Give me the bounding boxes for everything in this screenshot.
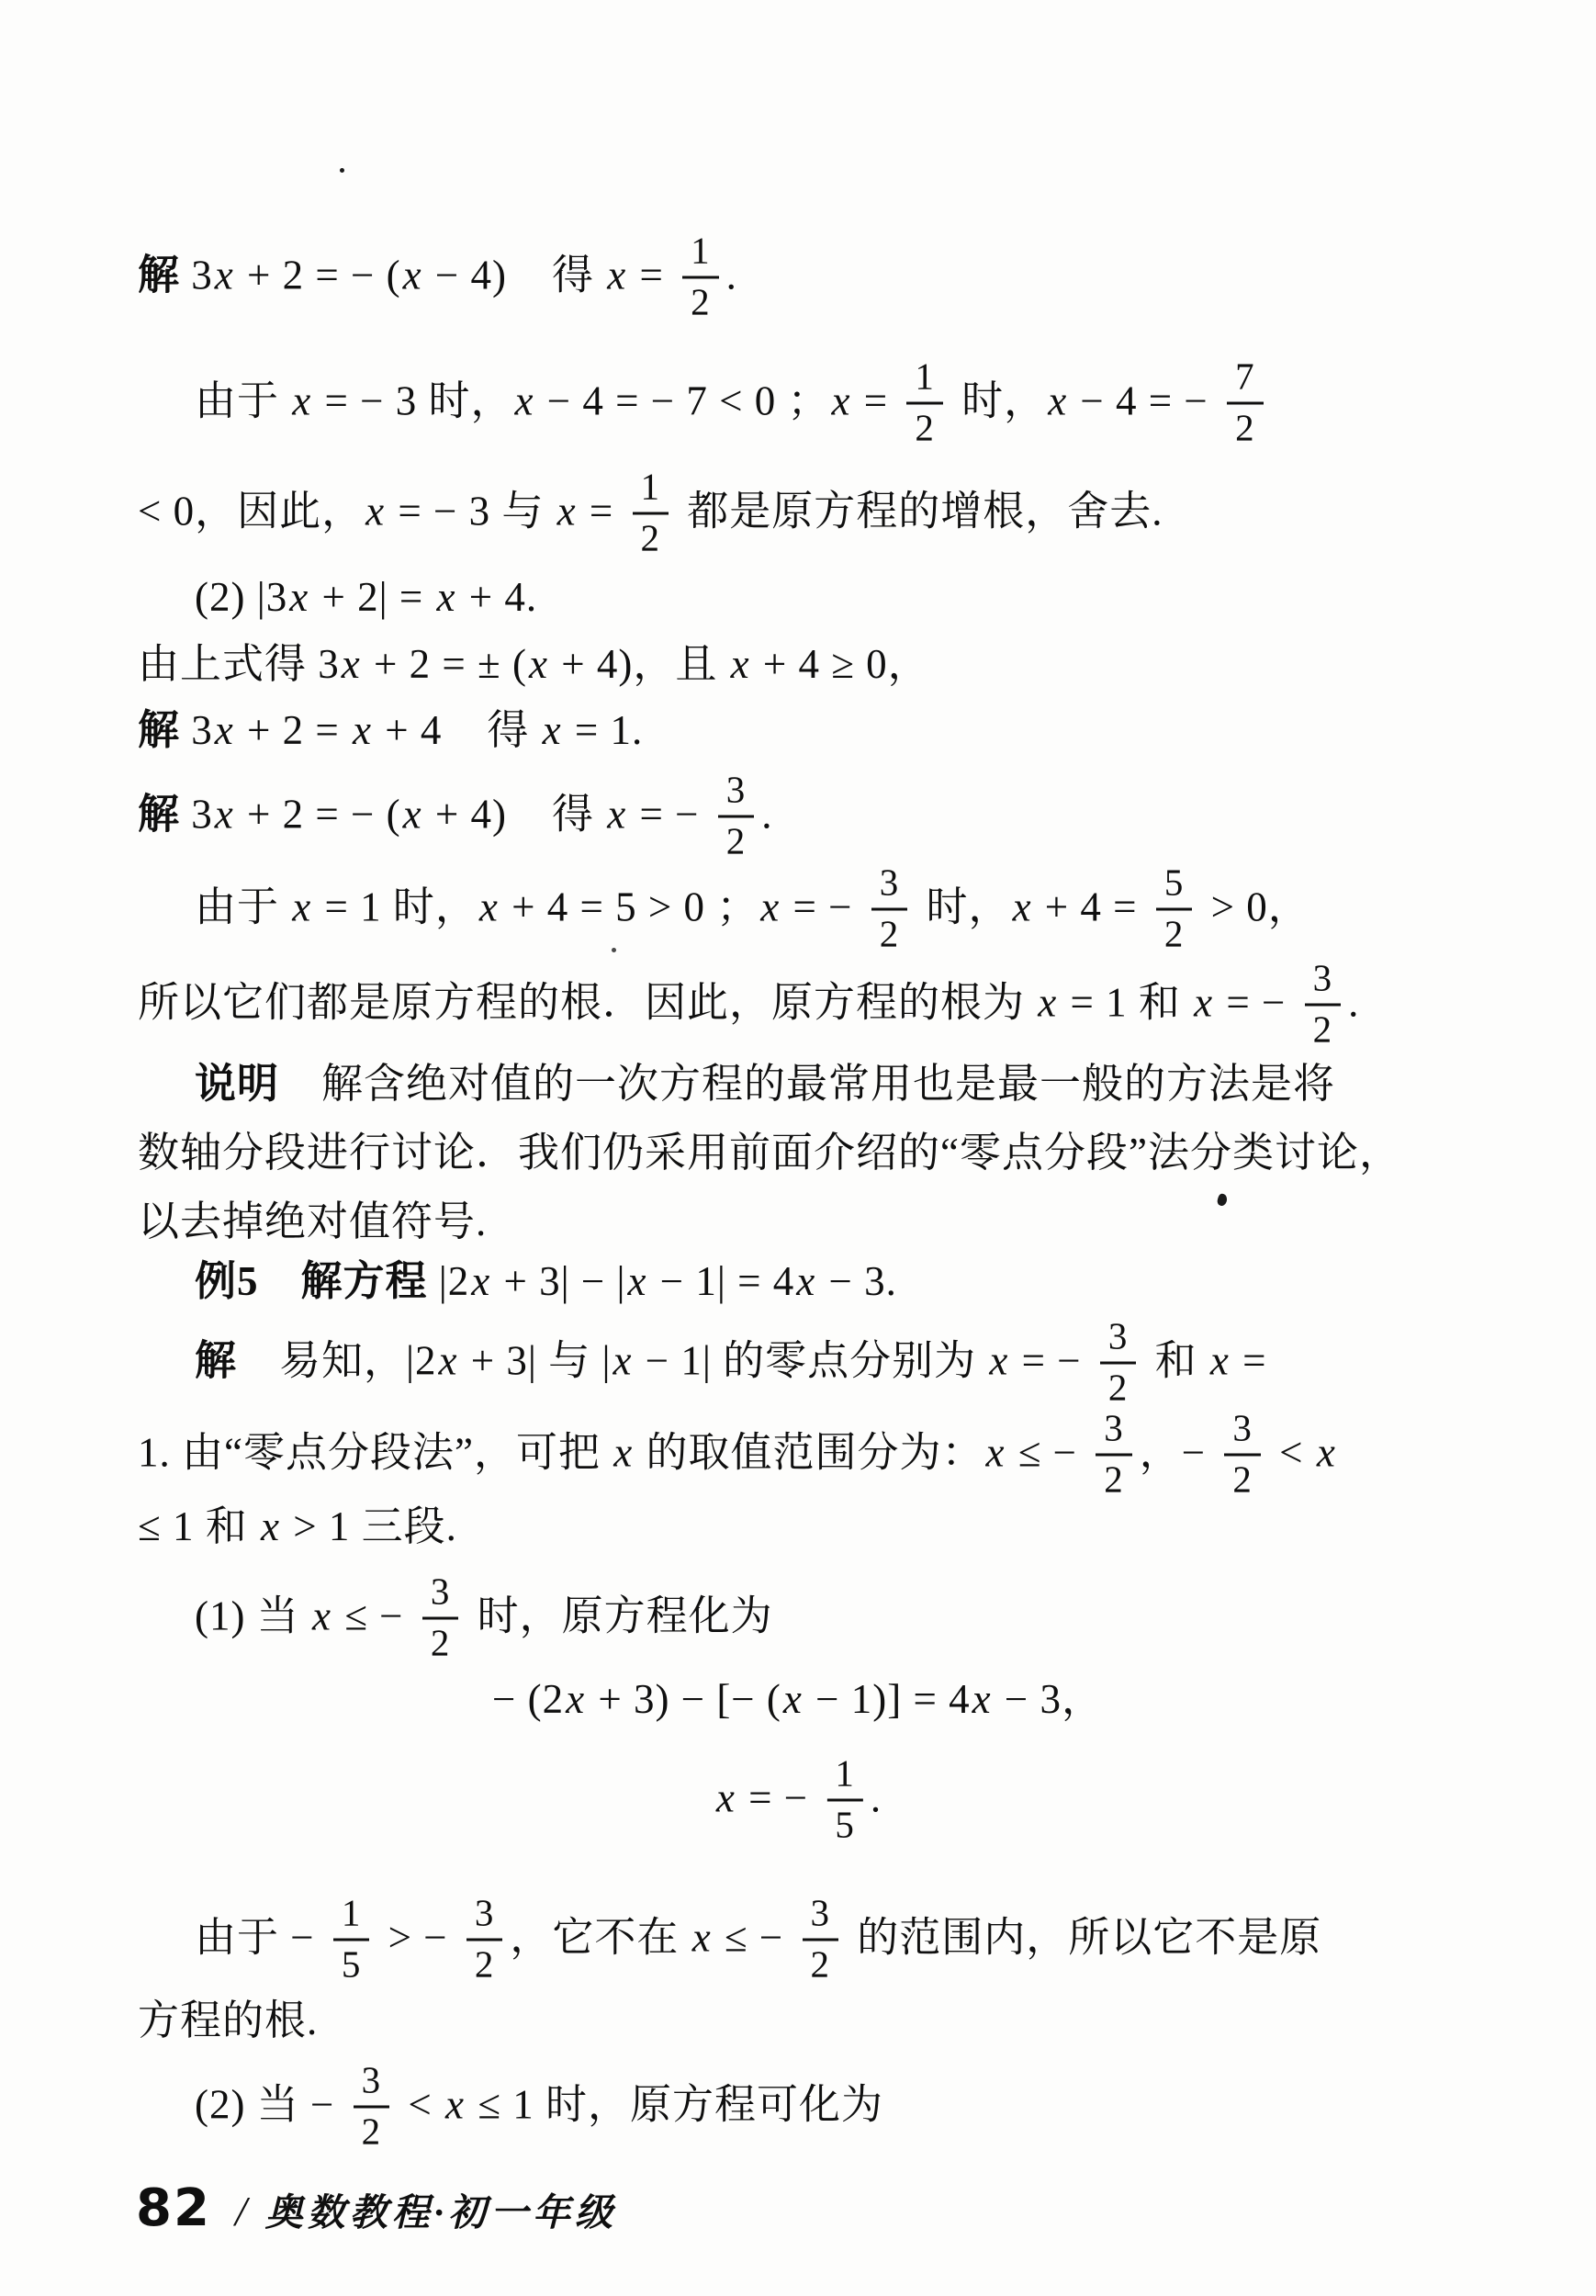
chinese-text: 与	[501, 488, 556, 535]
math-text: x =	[1209, 1337, 1267, 1384]
text-line	[138, 1501, 457, 1552]
text-line	[195, 571, 537, 623]
chinese-text: 和	[205, 1503, 259, 1549]
chinese-text: 都是原方程的增根，舍去.	[676, 488, 1163, 535]
text-line	[195, 1058, 1335, 1109]
chinese-text: 解含绝对值的一次方程的最常用也是最一般的方法是将	[279, 1060, 1336, 1107]
chinese-text: 得	[551, 252, 594, 298]
text-line	[138, 1127, 1401, 1178]
math-text: − (2x + 3) − [− (x − 1)] = 4x − 3	[491, 1675, 1062, 1722]
chinese-text: ；	[787, 377, 830, 424]
math-text: > 0	[1199, 884, 1268, 930]
text-line	[138, 231, 737, 321]
math-text: < x ≤ 1	[397, 2081, 545, 2128]
math-fraction: $\frac{1}{2}$	[682, 231, 719, 321]
math-text: x − 4 = − 7 < 0	[514, 377, 788, 424]
page-number-label: 82	[136, 2178, 211, 2238]
chinese-text: ，	[887, 640, 930, 687]
scan-speck	[612, 948, 616, 952]
math-fraction: $\frac{7}{2}$	[1227, 356, 1264, 447]
text-line	[195, 862, 1310, 953]
text-line	[138, 1196, 487, 1247]
chinese-text: 以去掉绝对值符号.	[138, 1198, 488, 1244]
math-fraction: $\frac{3}{2}$	[1096, 1408, 1132, 1499]
chinese-text: 方程的根.	[138, 1997, 319, 2043]
chinese-text: 由于	[195, 377, 291, 424]
chinese-text: 由于	[195, 884, 291, 930]
text-line	[195, 1571, 773, 1662]
chinese-text: ；	[716, 884, 759, 930]
chinese-text: 易知，	[237, 1337, 407, 1384]
math-text: x = − 3	[365, 488, 502, 535]
chinese-text: 由“零点分段法”，可把	[182, 1429, 613, 1476]
text-line	[138, 467, 1163, 557]
math-fraction: $\frac{3}{2}$	[1305, 958, 1342, 1049]
math-text: > −	[377, 1914, 459, 1961]
chinese-text: 由于	[195, 1914, 291, 1961]
chinese-text: 和	[1143, 1337, 1208, 1384]
chinese-text: ，	[1139, 1429, 1182, 1476]
text-line	[138, 638, 930, 690]
book-title-label: 奥数教程·初一年级	[264, 2191, 617, 2234]
math-text: x ≤ −	[312, 1593, 415, 1639]
math-text: x = 1.	[542, 706, 644, 753]
math-text: < 0	[138, 488, 196, 535]
chinese-text: 时，	[428, 377, 513, 424]
math-fraction: $\frac{3}{2}$	[871, 862, 908, 953]
math-text: (1)	[195, 1593, 257, 1639]
math-text: x = −	[989, 1337, 1093, 1384]
math-text: x > 1	[260, 1503, 362, 1549]
math-text: 3x + 2 = − (x − 4)	[180, 252, 552, 298]
text-line	[195, 2060, 883, 2151]
text-line	[195, 356, 1271, 447]
math-text: |2x + 3| − |x − 1| = 4x − 3.	[438, 1257, 897, 1304]
math-fraction: $\frac{3}{2}$	[422, 1571, 459, 1662]
chinese-text: 由上式得	[138, 640, 319, 687]
text-line	[195, 1316, 1266, 1407]
text-line	[138, 704, 643, 756]
text-line	[138, 770, 773, 861]
chinese-text: 时，原方程可化为	[545, 2081, 883, 2128]
chinese-text: 时，原方程化为	[466, 1593, 773, 1639]
chinese-text: ，它不在	[510, 1914, 691, 1961]
chinese-text: 得	[551, 791, 594, 838]
chinese-text: 的取值范围分为：	[646, 1429, 984, 1476]
math-text: x + 4 =	[1012, 884, 1149, 930]
math-text: x =	[831, 377, 900, 424]
text-line	[138, 958, 1359, 1049]
chinese-text: 解	[138, 791, 181, 838]
chinese-text: 的零点分别为	[723, 1337, 988, 1384]
math-text: x + 4 ≥ 0	[730, 640, 888, 687]
math-text: |x − 1|	[601, 1337, 724, 1384]
math-text: 3x + 2 = x + 4	[180, 706, 488, 753]
chinese-text: 与	[548, 1337, 602, 1384]
math-fraction: $\frac{1}{2}$	[633, 467, 669, 557]
chinese-text: 时，	[392, 884, 478, 930]
footer	[136, 2178, 617, 2238]
chinese-text: 和	[1138, 979, 1193, 1026]
math-text: x ≤ −	[691, 1914, 795, 1961]
text-line	[138, 1408, 1338, 1499]
math-text: x ≤ −	[985, 1429, 1089, 1476]
math-text: x =	[556, 488, 625, 535]
scan-speck	[340, 168, 344, 173]
math-text: 1.	[138, 1429, 182, 1476]
chinese-text: 解	[195, 1337, 238, 1384]
chinese-text: ，且	[633, 640, 729, 687]
chinese-text: ，因此，	[195, 488, 365, 535]
math-fraction: $\frac{1}{5}$	[826, 1753, 863, 1844]
math-text: x	[613, 1429, 634, 1476]
chinese-text: 当	[256, 1593, 310, 1639]
chinese-text: ，	[1267, 884, 1310, 930]
math-text: x =	[607, 252, 676, 298]
math-text: x = − 3	[292, 377, 429, 424]
chinese-text: 所以它们都是原方程的根．因此，原方程的根为	[138, 979, 1037, 1026]
math-fraction: $\frac{3}{2}$	[354, 2060, 390, 2151]
chinese-text: 时，	[950, 377, 1047, 424]
chinese-text: 三段.	[361, 1503, 457, 1549]
chinese-text: 说明	[195, 1060, 280, 1107]
chinese-text: ，	[1062, 1675, 1105, 1722]
math-fraction: $\frac{3}{2}$	[718, 770, 755, 861]
math-text: .	[870, 1774, 882, 1821]
text-line	[195, 1893, 1321, 1984]
math-text: x = −	[760, 884, 864, 930]
chinese-text: 的范围内，所以它不是原	[846, 1914, 1322, 1961]
math-text: x = −	[607, 791, 711, 838]
scan-speck	[1216, 1193, 1229, 1207]
chinese-text: 解	[138, 706, 181, 753]
math-text: (2) |3x + 2| = x + 4.	[195, 573, 538, 620]
math-text: x = 1	[292, 884, 393, 930]
text-line	[195, 1255, 897, 1307]
math-text: 3x + 2 = ± (x + 4)	[318, 640, 634, 687]
chinese-text: 得	[487, 706, 530, 753]
math-text: .	[725, 252, 737, 298]
math-text: ≤ 1	[138, 1503, 206, 1549]
math-fraction: $\frac{1}{5}$	[333, 1893, 370, 1984]
math-text: −	[290, 1914, 326, 1961]
math-text: .	[761, 791, 773, 838]
math-text: .	[1348, 979, 1360, 1026]
math-fraction: $\frac{1}{2}$	[906, 356, 943, 447]
text-line	[138, 1995, 318, 2046]
math-text: x = −	[1194, 979, 1298, 1026]
chinese-text: 时，	[915, 884, 1011, 930]
footer-slash: /	[234, 2188, 247, 2234]
math-fraction: $\frac{3}{2}$	[1100, 1316, 1137, 1407]
math-text: (2)	[195, 2081, 257, 2128]
math-fraction: $\frac{5}{2}$	[1156, 862, 1193, 953]
math-text: x + 4 = 5 > 0	[478, 884, 717, 930]
text-line	[714, 1753, 882, 1844]
chinese-text: 数轴分段进行讨论．我们仍采用前面介绍的“零点分段”法分类讨论，	[138, 1129, 1401, 1176]
math-fraction: $\frac{3}{2}$	[803, 1893, 839, 1984]
chinese-text: 例5 解方程	[195, 1257, 439, 1304]
math-fraction: $\frac{3}{2}$	[1224, 1408, 1261, 1499]
text-line	[492, 1673, 1104, 1725]
chinese-text: 当	[256, 2081, 310, 2128]
chinese-text: 解	[138, 252, 181, 298]
math-fraction: $\frac{3}{2}$	[466, 1893, 503, 1984]
math-text: x = −	[715, 1774, 820, 1821]
math-text: x = 1	[1038, 979, 1139, 1026]
math-text: −	[310, 2081, 346, 2128]
math-text: −	[1181, 1429, 1218, 1476]
math-text: x − 4 = −	[1048, 377, 1220, 424]
math-text: 3x + 2 = − (x + 4)	[180, 791, 552, 838]
math-text: |2x + 3|	[406, 1337, 549, 1384]
math-text: < x	[1267, 1429, 1336, 1476]
